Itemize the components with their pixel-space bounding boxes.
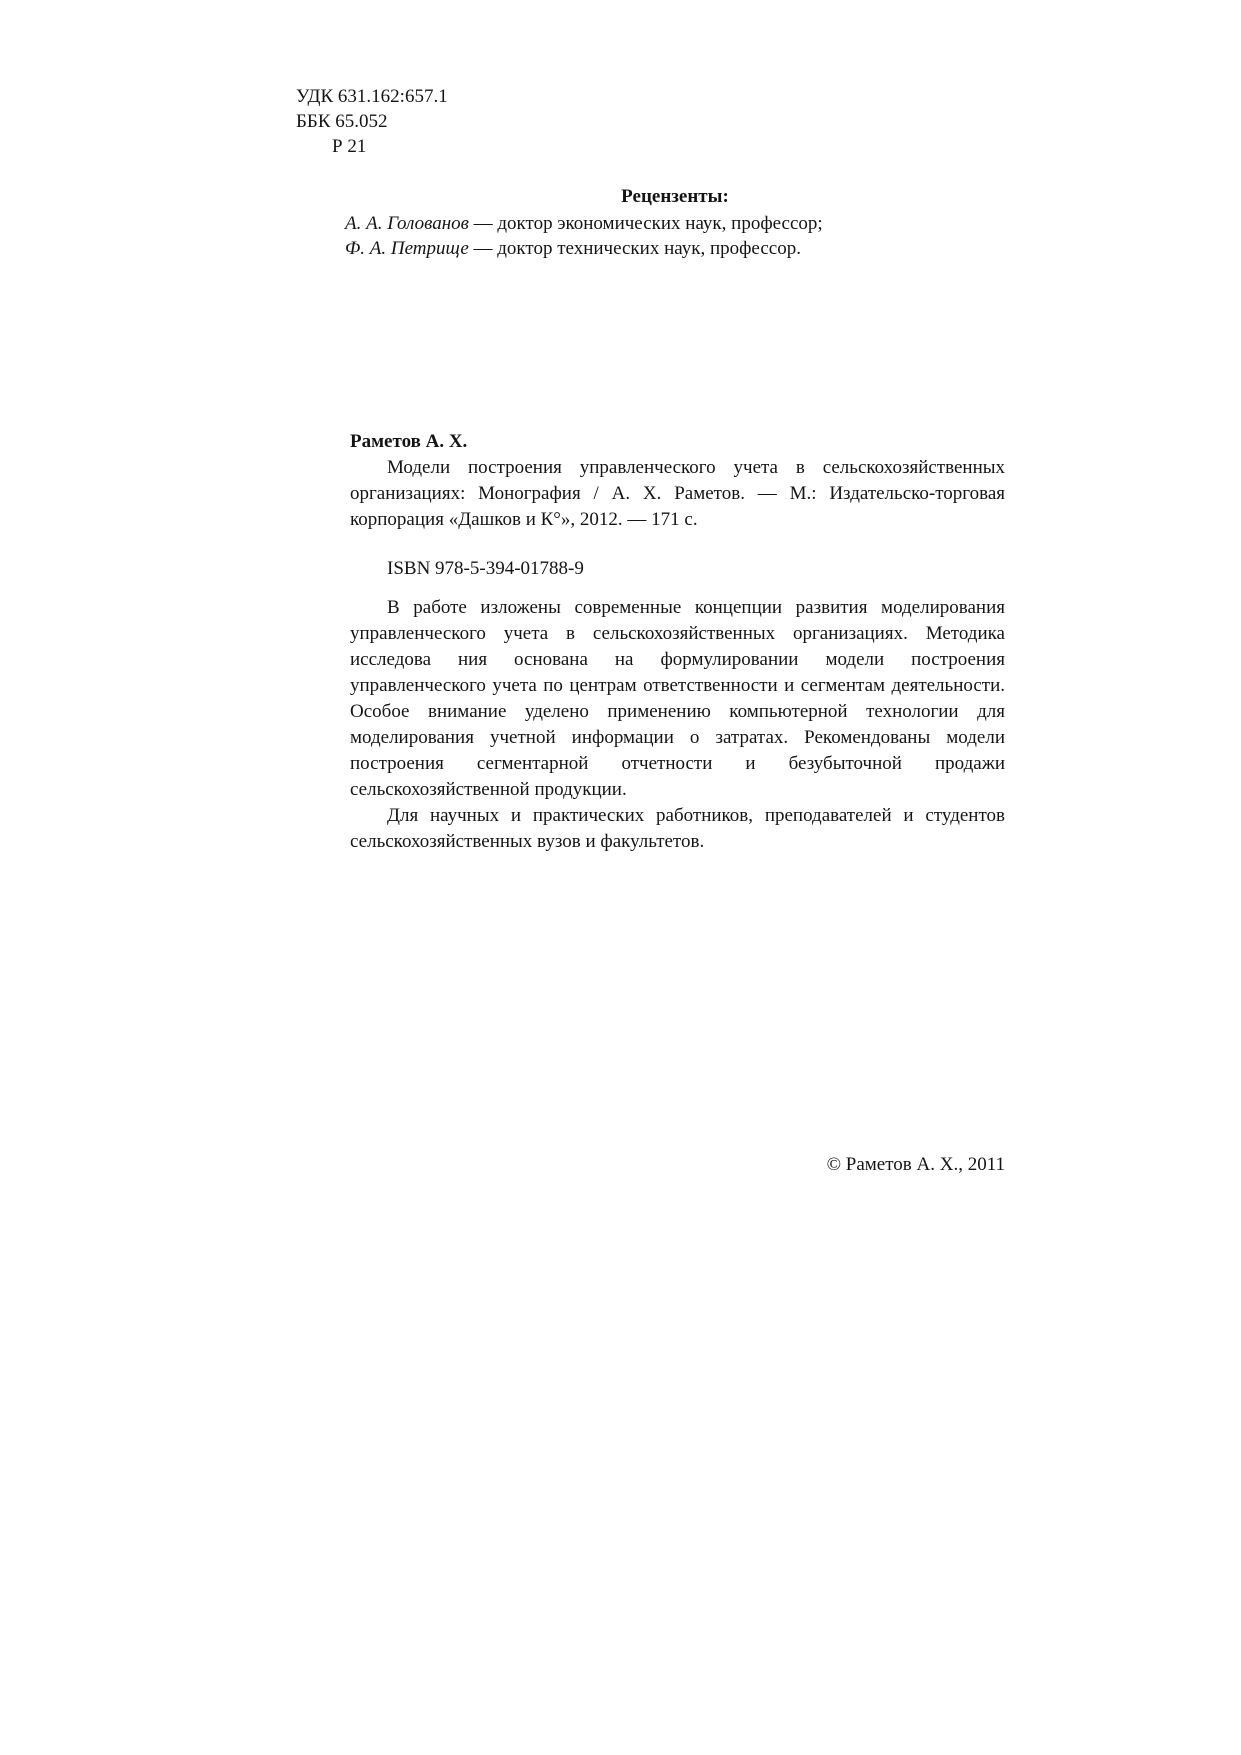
udk-code: УДК 631.162:657.1: [296, 86, 448, 107]
reviewer-item: [345, 236, 1005, 261]
bbk-code: ББК 65.052: [296, 111, 388, 132]
classification-codes: [296, 84, 448, 159]
copyright-notice: © Раметов А. Х., 2011: [826, 1154, 1005, 1175]
record-description: Модели построения управленческого учета в сельскохозяйственных организациях: Монография / А. Х. Раметов. — М.: Издательско-торговая корпорация «Дашков и К°», 2012. — 171 с.: [350, 457, 1005, 530]
abstract: [350, 595, 1005, 855]
abstract-paragraph: Для научных и практических работников, преподавателей и студентов сельскохозяйственных вузов и факультетов.: [350, 805, 1005, 852]
reviewer-description: — доктор технических наук, профессор.: [468, 238, 801, 259]
reviewer-name: Ф. А. Петрище: [345, 238, 469, 259]
abstract-paragraph: В работе изложены современные концепции развития моделирования управленческого учета в сельскохозяйственных организациях. Методика исследова ния основана на формулировании модели построения управленческого учета по центрам ответственности и сегментам деятельности. Особое внимание уделено применению компьютерной технологии для моделирования учетной информации о затратах. Рекомендованы модели построения сегментарной отчетности и безубыточной продажи сельскохозяйственной продукции.: [350, 597, 1005, 800]
reviewers-block: [345, 184, 1005, 261]
isbn: ISBN 978-5-394-01788-9: [387, 558, 584, 579]
record-author: Раметов А. Х.: [350, 431, 468, 452]
reviewer-name: А. А. Голованов: [345, 213, 469, 234]
reviewer-item: [345, 211, 1005, 236]
reviewers-heading: Рецензенты:: [621, 186, 729, 207]
author-mark: Р 21: [332, 136, 367, 157]
reviewer-description: — доктор экономических наук, профессор;: [468, 213, 823, 234]
bibliographic-record: [350, 429, 1005, 582]
